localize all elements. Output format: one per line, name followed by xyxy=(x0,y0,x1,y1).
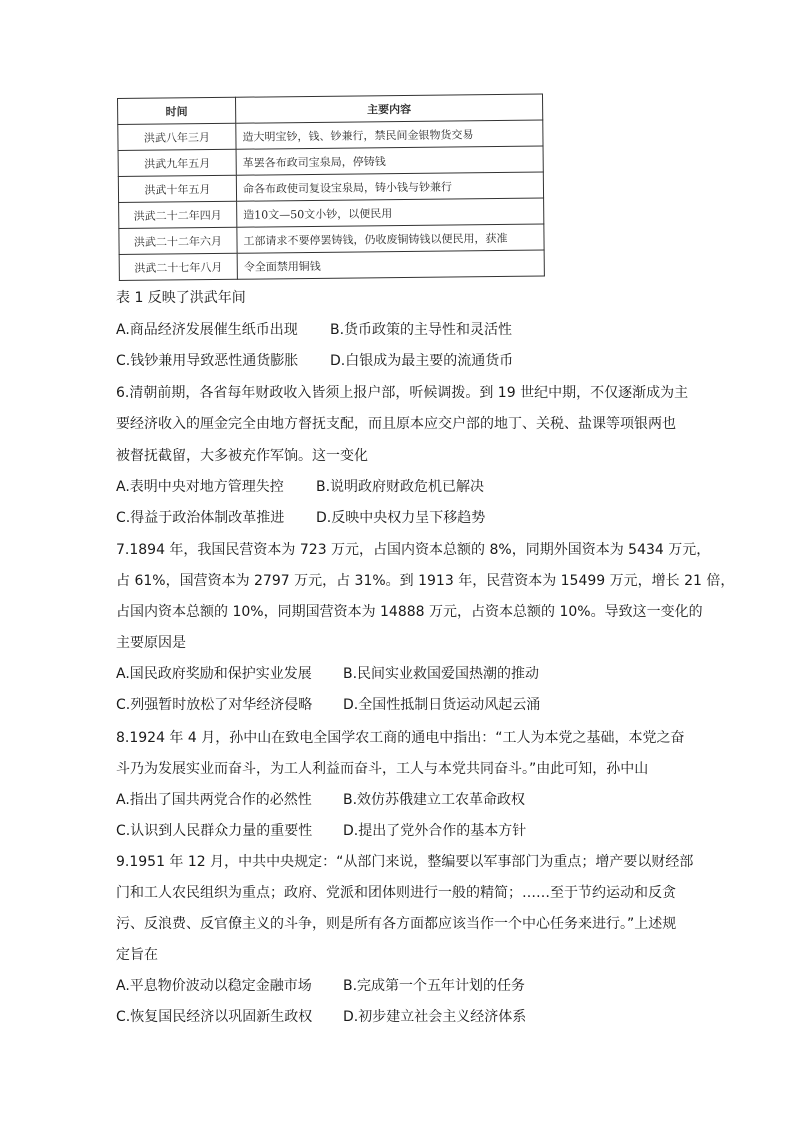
q6-stem-line-1: 6.清朝前期，各省每年财政收入皆须上报户部，听候调拨。到 19 世纪中期，不仅逐渐成为主 xyxy=(116,385,689,401)
q8-stem-line-2: 斗乃为发展实业而奋斗，为工人利益而奋斗，工人与本党共同奋斗。”由此可知，孙中山 xyxy=(116,761,649,777)
q7-option-b: B.民间实业救国爱国热潮的推动 xyxy=(343,666,540,682)
q8-option-b: B.效仿苏俄建立工农革命政权 xyxy=(343,792,526,808)
q6-option-a: A.表明中央对地方管理失控 xyxy=(116,479,284,495)
row-time: 洪武二十二年四月 xyxy=(119,201,237,228)
q9-stem-line-4: 定旨在 xyxy=(116,947,158,963)
q6-option-c: C.得益于政治体制改革推进 xyxy=(116,510,285,526)
header-time: 时间 xyxy=(118,97,236,124)
row-content: 造10文—50文小钞，以便民用 xyxy=(237,198,544,227)
q5-option-a: A.商品经济发展催生纸币出现 xyxy=(116,322,298,338)
q9-option-c: C.恢复国民经济以巩固新生政权 xyxy=(116,1009,313,1025)
q7-stem-line-2: 占 61%，国营资本为 2797 万元，占 31%。到 1913 年，民营资本为 15499 万元，增长 21 倍， xyxy=(116,573,735,589)
row-time: 洪武八年三月 xyxy=(118,123,236,150)
row-content: 革罢各布政司宝泉局，停铸钱 xyxy=(236,146,543,175)
header-content: 主要内容 xyxy=(235,94,542,123)
q6-stem-line-3: 被督抚截留，大多被充作军饷。这一变化 xyxy=(116,448,368,464)
row-content: 造大明宝钞，钱、钞兼行，禁民间金银物货交易 xyxy=(236,120,543,149)
row-time: 洪武十年五月 xyxy=(118,175,236,202)
q7-stem-line-3: 占国内资本总额的 10%，同期国营资本为 14888 万元，占资本总额的 10%。导致这一变化的 xyxy=(116,604,703,620)
q9-option-b: B.完成第一个五年计划的任务 xyxy=(343,978,526,994)
q8-option-d: D.提出了党外合作的基本方针 xyxy=(343,823,527,839)
row-time: 洪武九年五月 xyxy=(118,149,236,176)
q5-option-c: C.钱钞兼用导致恶性通货膨胀 xyxy=(116,353,299,369)
q9-option-a: A.平息物价波动以稳定金融市场 xyxy=(116,978,312,994)
q6-option-b: B.说明政府财政危机已解决 xyxy=(316,479,485,495)
q6-option-d: D.反映中央权力呈下移趋势 xyxy=(316,510,486,526)
table-row xyxy=(119,250,544,280)
money-policy-table xyxy=(117,94,545,278)
q7-stem-line-4: 主要原因是 xyxy=(116,635,186,651)
q5-stem: 表 1 反映了洪武年间 xyxy=(116,290,246,306)
row-content: 工部请求不要停罢铸钱，仍收废铜铸钱以便民用，获准 xyxy=(237,224,544,253)
q8-option-c: C.认识到人民群众力量的重要性 xyxy=(116,823,313,839)
q6-stem-line-2: 要经济收入的厘金完全由地方督抚支配，而且原本应交户部的地丁、关税、盐课等项银两也 xyxy=(116,416,676,432)
q7-stem-line-1: 7.1894 年，我国民营资本为 723 万元，占国内资本总额的 8%，同期外国资本为 5434 万元， xyxy=(116,542,711,558)
row-content: 命各布政使司复设宝泉局，铸小钱与钞兼行 xyxy=(236,172,543,201)
q9-option-d: D.初步建立社会主义经济体系 xyxy=(343,1009,527,1025)
q9-stem-line-3: 污、反浪费、反官僚主义的斗争，则是所有各方面都应该当作一个中心任务来进行。”上述规 xyxy=(116,916,677,932)
q5-option-b: B.货币政策的主导性和灵活性 xyxy=(330,322,513,338)
q7-option-a: A.国民政府奖励和保护实业发展 xyxy=(116,666,312,682)
table xyxy=(117,94,545,281)
row-time: 洪武二十七年八月 xyxy=(119,253,237,280)
q7-option-c: C.列强暂时放松了对华经济侵略 xyxy=(116,697,313,713)
row-content: 令全面禁用铜钱 xyxy=(237,250,544,279)
q9-stem-line-1: 9.1951 年 12 月，中共中央规定：“从部门来说，整编要以军事部门为重点；增产要以财经部 xyxy=(116,854,694,870)
q8-stem-line-1: 8.1924 年 4 月，孙中山在致电全国学农工商的通电中指出：“工人为本党之基础，本党之奋 xyxy=(116,730,685,746)
q5-option-d: D.白银成为最主要的流通货币 xyxy=(330,353,514,369)
row-time: 洪武二十二年六月 xyxy=(119,227,237,254)
q7-option-d: D.全国性抵制日货运动风起云涌 xyxy=(343,697,541,713)
q9-stem-line-2: 门和工人农民组织为重点；政府、党派和团体则进行一般的精简；……至于节约运动和反贪 xyxy=(116,885,676,901)
q8-option-a: A.指出了国共两党合作的必然性 xyxy=(116,792,312,808)
